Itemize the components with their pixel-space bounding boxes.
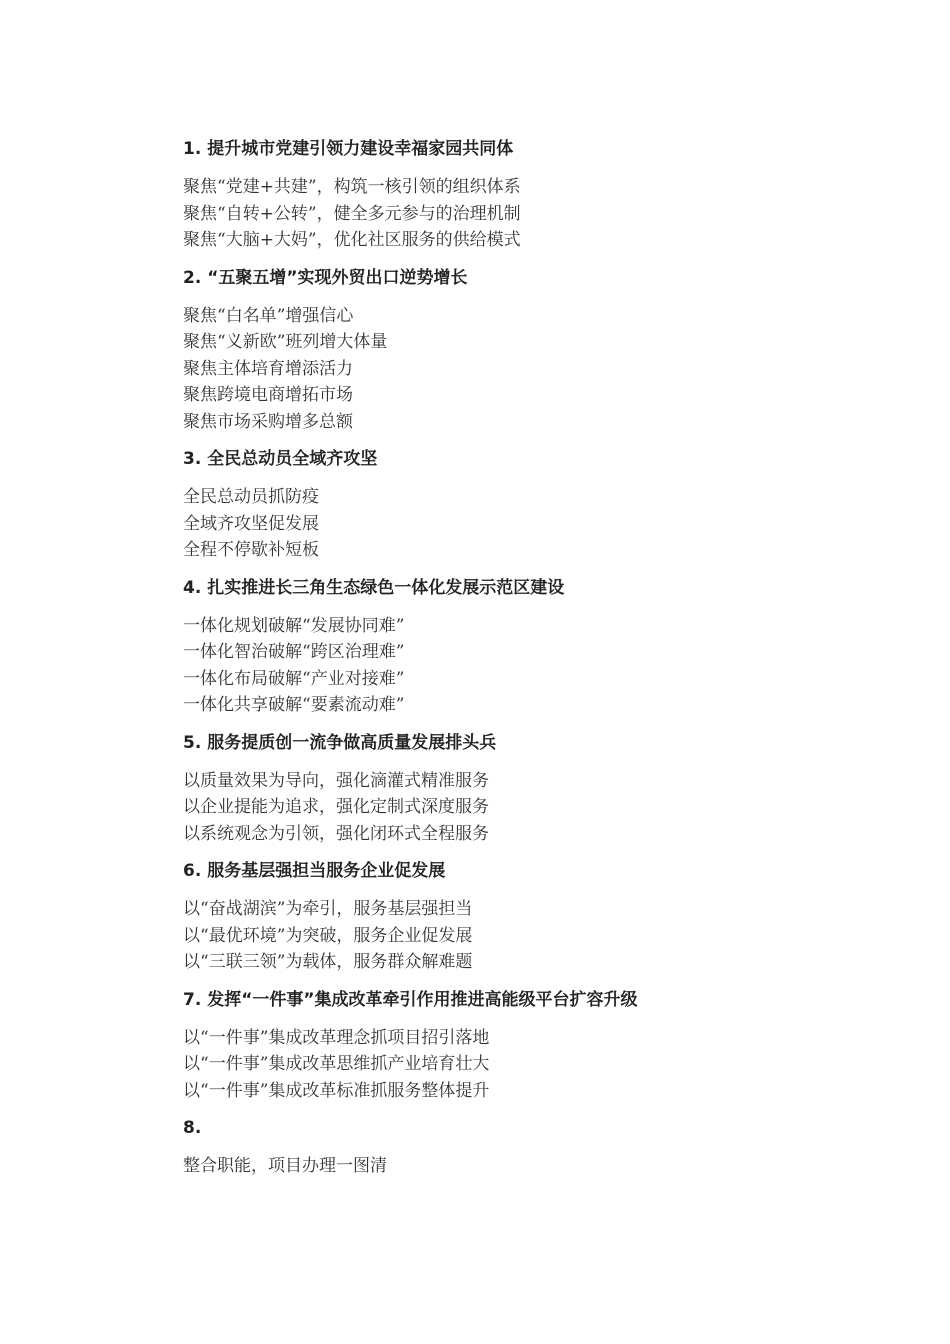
section-8 <box>183 1115 903 1180</box>
section-heading: 6. 服务基层强担当服务企业促发展 <box>183 861 446 881</box>
body-line: 一体化规划破解“发展协同难” <box>183 615 405 636</box>
section-7 <box>183 987 903 1105</box>
body-line: 聚焦市场采购增多总额 <box>183 411 353 432</box>
section-2 <box>183 265 903 436</box>
section-lines <box>183 896 903 976</box>
section-lines <box>183 174 903 254</box>
body-line: 聚焦“大脑+大妈”，优化社区服务的供给模式 <box>183 230 521 250</box>
section-lines <box>183 1153 903 1180</box>
section-heading: 8. <box>183 1118 202 1138</box>
body-line: 一体化布局破解“产业对接难” <box>183 668 405 689</box>
section-lines <box>183 484 903 564</box>
body-line: 以“最优环境”为突破，服务企业促发展 <box>183 925 473 946</box>
section-3 <box>183 446 903 564</box>
body-line: 全民总动员抓防疫 <box>183 487 319 507</box>
body-line: 以“三联三领”为载体，服务群众解难题 <box>183 952 473 972</box>
section-heading: 3. 全民总动员全域齐攻坚 <box>183 449 378 469</box>
section-heading: 2. “五聚五增”实现外贸出口逆势增长 <box>183 267 468 288</box>
section-lines <box>183 613 903 719</box>
body-line: 以“奋战湖滨”为牵引，服务基层强担当 <box>183 899 473 919</box>
body-line: 以“一件事”集成改革思维抓产业培育壮大 <box>183 1054 490 1074</box>
section-5 <box>183 730 903 848</box>
section-lines <box>183 768 903 848</box>
body-line: 以“一件事”集成改革理念抓项目招引落地 <box>183 1027 490 1048</box>
section-4 <box>183 575 903 719</box>
section-heading: 7. 发挥“一件事”集成改革牵引作用推进高能级平台扩容升级 <box>183 989 638 1010</box>
body-line: 全域齐攻坚促发展 <box>183 513 319 534</box>
body-line: 一体化智治破解“跨区治理难” <box>183 642 405 662</box>
body-line: 以企业提能为追求，强化定制式深度服务 <box>183 797 489 817</box>
body-line: 聚焦“白名单”增强信心 <box>183 305 354 326</box>
section-heading: 5. 服务提质创一流争做高质量发展排头兵 <box>183 732 497 753</box>
body-line: 以“一件事”集成改革标准抓服务整体提升 <box>183 1080 490 1101</box>
document-body <box>183 136 903 1191</box>
body-line: 聚焦“义新欧”班列增大体量 <box>183 332 388 352</box>
section-lines <box>183 303 903 436</box>
section-heading: 4. 扎实推进长三角生态绿色一体化发展示范区建设 <box>183 577 565 598</box>
section-heading: 1. 提升城市党建引领力建设幸福家园共同体 <box>183 139 514 159</box>
body-line: 全程不停歇补短板 <box>183 540 319 560</box>
body-line: 一体化共享破解“要素流动难” <box>183 695 405 715</box>
section-6 <box>183 858 903 976</box>
body-line: 聚焦跨境电商增拓市场 <box>183 385 353 405</box>
body-line: 聚焦“自转+公转”，健全多元参与的治理机制 <box>183 203 521 224</box>
body-line: 以质量效果为导向，强化滴灌式精准服务 <box>183 770 489 791</box>
section-1 <box>183 136 903 254</box>
section-lines <box>183 1025 903 1105</box>
body-line: 整合职能，项目办理一图清 <box>183 1156 387 1176</box>
body-line: 聚焦“党建+共建”，构筑一核引领的组织体系 <box>183 177 521 197</box>
body-line: 以系统观念为引领，强化闭环式全程服务 <box>183 823 489 844</box>
body-line: 聚焦主体培育增添活力 <box>183 358 353 379</box>
